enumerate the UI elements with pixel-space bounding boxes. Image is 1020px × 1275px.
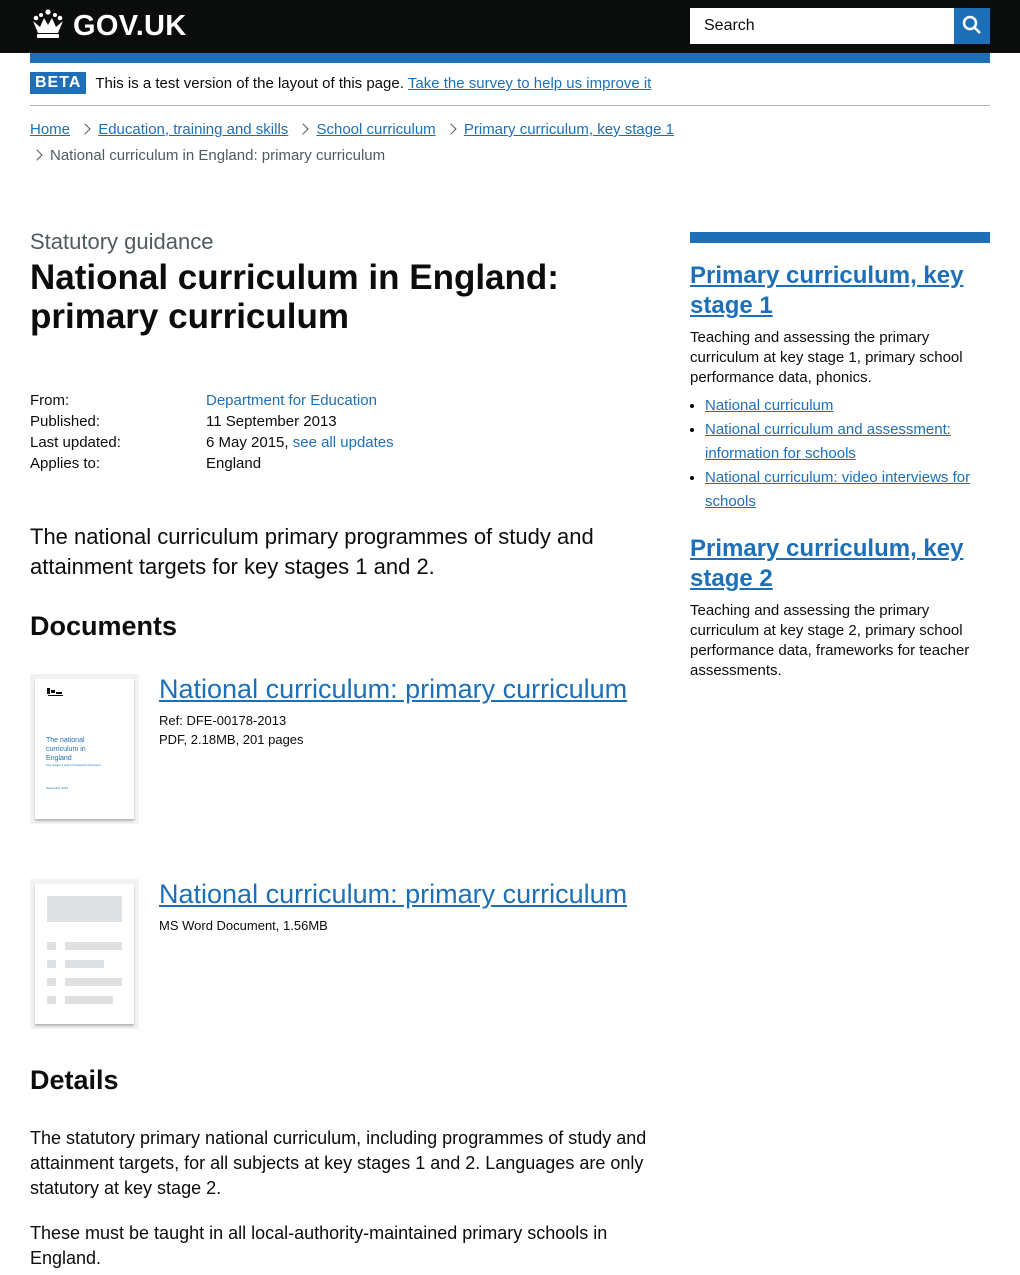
document-item <box>30 879 660 1029</box>
details-paragraph: These must be taught in all local-authority-maintained primary schools in England. <box>30 1223 608 1268</box>
breadcrumb-education[interactable]: Education, training and skills <box>98 121 289 138</box>
sidebar-description: Teaching and assessing the primary curriculum at key stage 1, primary school performance data, phonics. <box>690 329 963 386</box>
sidebar-link-ks1[interactable]: Primary curriculum, key stage 1 <box>690 262 964 319</box>
sidebar-link-ks2[interactable]: Primary curriculum, key stage 2 <box>690 535 964 592</box>
breadcrumb-home[interactable]: Home <box>30 121 71 138</box>
sidebar-link-video-interviews[interactable]: National curriculum: video interviews for schools <box>705 469 971 510</box>
breadcrumb-school-curriculum[interactable]: School curriculum <box>316 121 436 138</box>
metadata <box>30 390 660 474</box>
chevron-right-icon <box>298 123 309 134</box>
sidebar-top-border <box>690 232 990 243</box>
breadcrumb-current: National curriculum in England: primary curriculum <box>50 147 386 164</box>
from-label: From: <box>30 392 70 409</box>
updated-value: 6 May 2015, <box>206 434 289 451</box>
details-paragraph: The statutory primary national curriculum, including programmes of study and attainment targets, for all subjects at key stages 1 and 2. Languages are only statutory at key stage 2. <box>30 1128 647 1198</box>
document-thumbnail-icon[interactable] <box>30 879 139 1029</box>
page-caption: Statutory guidance <box>30 229 214 254</box>
breadcrumb <box>30 117 730 169</box>
document-ref: Ref: DFE-00178-2013 <box>159 713 287 728</box>
search-button[interactable] <box>954 8 990 44</box>
beta-tag: BETA <box>30 72 86 94</box>
lead-paragraph: The national curriculum primary programmes of study and attainment targets for key stages 1 and 2. <box>30 524 594 579</box>
related-sidebar <box>690 232 990 681</box>
published-value: 11 September 2013 <box>206 413 337 430</box>
document-meta: MS Word Document, 1.56MB <box>159 918 328 933</box>
header-blue-bar <box>30 53 990 63</box>
sidebar-description: Teaching and assessing the primary curriculum at key stage 2, primary school performance data, frameworks for teacher assessments. <box>690 602 970 679</box>
beta-text: This is a test version of the layout of this page. <box>95 75 404 92</box>
document-thumbnail-icon[interactable] <box>30 674 139 824</box>
published-label: Published: <box>30 413 101 430</box>
crown-icon <box>30 9 66 44</box>
search-icon <box>962 15 982 38</box>
search-input[interactable] <box>690 8 954 44</box>
thumb-title: The national curriculum in England <box>46 737 86 762</box>
sidebar-link-national-curriculum[interactable]: National curriculum <box>705 397 834 414</box>
documents-heading: Documents <box>30 611 178 641</box>
applies-label: Applies to: <box>30 455 101 472</box>
document-title-link[interactable]: National curriculum: primary curriculum <box>159 674 628 704</box>
site-header <box>0 0 1020 53</box>
survey-link[interactable]: Take the survey to help us improve it <box>407 75 652 92</box>
document-item <box>30 674 660 824</box>
document-meta: PDF, 2.18MB, 201 pages <box>159 732 304 747</box>
beta-banner <box>30 72 990 106</box>
from-link[interactable]: Department for Education <box>206 392 377 409</box>
search-form <box>690 8 990 44</box>
sidebar-link-list <box>690 394 990 514</box>
see-all-updates-link[interactable]: see all updates <box>292 434 394 451</box>
chevron-right-icon <box>80 123 91 134</box>
sidebar-link-assessment-info[interactable]: National curriculum and assessment: information for schools <box>705 421 951 462</box>
main-content <box>30 228 660 1268</box>
thumb-subtitle: Key stages 1 and 2 framework document <box>46 763 101 767</box>
govuk-logo-link[interactable] <box>30 10 187 42</box>
thumb-date: September 2013 <box>46 786 69 790</box>
updated-label: Last updated: <box>30 434 121 451</box>
breadcrumb-primary-ks1[interactable]: Primary curriculum, key stage 1 <box>463 121 674 138</box>
details-heading: Details <box>30 1065 119 1095</box>
logo-text: GOV.UK <box>73 9 187 42</box>
document-title-link[interactable]: National curriculum: primary curriculum <box>159 879 628 909</box>
chevron-right-icon <box>445 123 456 134</box>
chevron-right-icon <box>31 149 42 160</box>
page-title: National curriculum in England: primary curriculum <box>30 258 559 336</box>
applies-value: England <box>206 455 262 472</box>
